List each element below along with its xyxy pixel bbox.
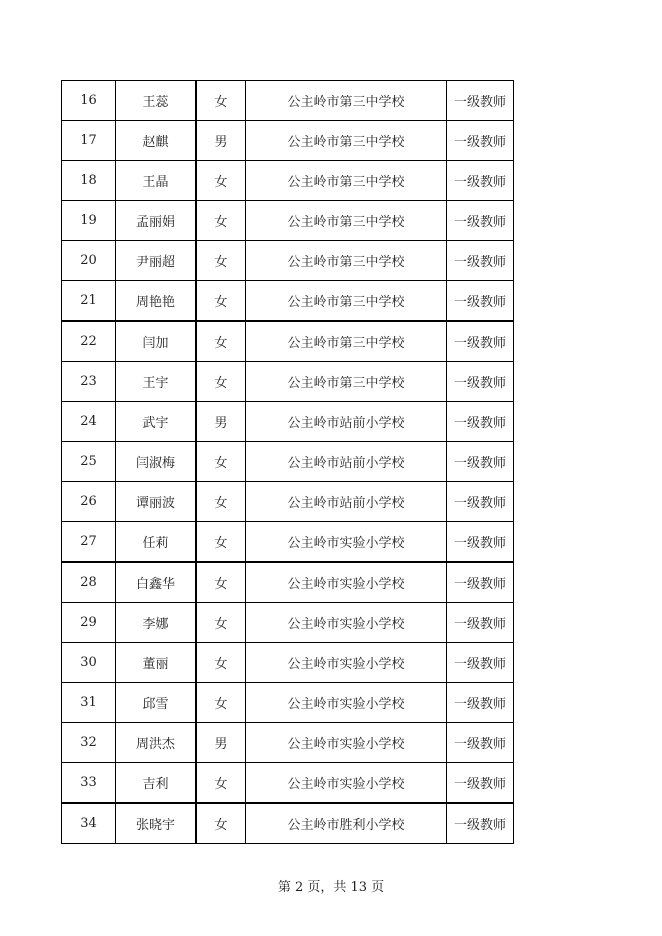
row-number: 29 bbox=[62, 603, 116, 643]
teacher-school: 公主岭市第三中学校 bbox=[246, 121, 447, 161]
teacher-name: 白鑫华 bbox=[116, 562, 197, 603]
teacher-title: 一级教师 bbox=[447, 442, 514, 482]
teacher-school: 公主岭市站前小学校 bbox=[246, 482, 447, 522]
row-number: 22 bbox=[62, 321, 116, 362]
teacher-name: 张晓宇 bbox=[116, 803, 197, 844]
teacher-gender: 女 bbox=[196, 241, 246, 281]
table-row bbox=[62, 402, 514, 442]
teacher-title: 一级教师 bbox=[447, 161, 514, 201]
row-number: 32 bbox=[62, 723, 116, 763]
table-row bbox=[62, 442, 514, 482]
page-footer: 第 2 页，共 13 页 bbox=[277, 880, 385, 895]
row-number: 16 bbox=[62, 81, 116, 121]
teacher-name: 王晶 bbox=[116, 161, 197, 201]
row-number: 19 bbox=[62, 201, 116, 241]
teacher-name: 闫加 bbox=[116, 321, 197, 362]
table-row bbox=[62, 161, 514, 201]
teacher-name: 王宇 bbox=[116, 362, 197, 402]
teacher-school: 公主岭市实验小学校 bbox=[246, 683, 447, 723]
teacher-gender: 女 bbox=[196, 161, 246, 201]
row-number: 20 bbox=[62, 241, 116, 281]
table-row bbox=[62, 241, 514, 281]
row-number: 21 bbox=[62, 281, 116, 322]
teacher-table-body bbox=[62, 81, 514, 844]
teacher-name: 周洪杰 bbox=[116, 723, 197, 763]
teacher-school: 公主岭市站前小学校 bbox=[246, 402, 447, 442]
table-row bbox=[62, 763, 514, 804]
teacher-name: 谭丽波 bbox=[116, 482, 197, 522]
row-number: 34 bbox=[62, 803, 116, 844]
teacher-name: 孟丽娟 bbox=[116, 201, 197, 241]
table-row bbox=[62, 522, 514, 563]
teacher-gender: 女 bbox=[196, 522, 246, 563]
teacher-gender: 女 bbox=[196, 562, 246, 603]
teacher-title: 一级教师 bbox=[447, 281, 514, 322]
teacher-school: 公主岭市实验小学校 bbox=[246, 763, 447, 804]
table-row bbox=[62, 362, 514, 402]
teacher-gender: 男 bbox=[196, 121, 246, 161]
teacher-school: 公主岭市第三中学校 bbox=[246, 362, 447, 402]
teacher-gender: 女 bbox=[196, 482, 246, 522]
teacher-school: 公主岭市第三中学校 bbox=[246, 321, 447, 362]
teacher-table bbox=[61, 80, 514, 844]
teacher-title: 一级教师 bbox=[447, 482, 514, 522]
table-row bbox=[62, 643, 514, 683]
row-number: 23 bbox=[62, 362, 116, 402]
table-row bbox=[62, 281, 514, 322]
teacher-gender: 女 bbox=[196, 603, 246, 643]
teacher-name: 吉利 bbox=[116, 763, 197, 804]
teacher-school: 公主岭市实验小学校 bbox=[246, 723, 447, 763]
teacher-title: 一级教师 bbox=[447, 201, 514, 241]
row-number: 27 bbox=[62, 522, 116, 563]
teacher-name: 李娜 bbox=[116, 603, 197, 643]
teacher-name: 王蕊 bbox=[116, 81, 197, 121]
teacher-name: 任莉 bbox=[116, 522, 197, 563]
teacher-title: 一级教师 bbox=[447, 723, 514, 763]
table-row bbox=[62, 603, 514, 643]
teacher-name: 邱雪 bbox=[116, 683, 197, 723]
teacher-gender: 女 bbox=[196, 763, 246, 804]
table-row bbox=[62, 201, 514, 241]
teacher-title: 一级教师 bbox=[447, 683, 514, 723]
row-number: 24 bbox=[62, 402, 116, 442]
teacher-school: 公主岭市第三中学校 bbox=[246, 281, 447, 322]
teacher-title: 一级教师 bbox=[447, 81, 514, 121]
row-number: 33 bbox=[62, 763, 116, 804]
row-number: 17 bbox=[62, 121, 116, 161]
teacher-school: 公主岭市第三中学校 bbox=[246, 161, 447, 201]
table-row bbox=[62, 121, 514, 161]
teacher-gender: 女 bbox=[196, 442, 246, 482]
teacher-title: 一级教师 bbox=[447, 121, 514, 161]
table-row bbox=[62, 482, 514, 522]
teacher-title: 一级教师 bbox=[447, 803, 514, 844]
teacher-gender: 女 bbox=[196, 683, 246, 723]
teacher-school: 公主岭市实验小学校 bbox=[246, 603, 447, 643]
row-number: 18 bbox=[62, 161, 116, 201]
teacher-title: 一级教师 bbox=[447, 321, 514, 362]
teacher-school: 公主岭市胜利小学校 bbox=[246, 803, 447, 844]
teacher-school: 公主岭市第三中学校 bbox=[246, 241, 447, 281]
teacher-school: 公主岭市实验小学校 bbox=[246, 562, 447, 603]
teacher-gender: 男 bbox=[196, 402, 246, 442]
teacher-gender: 男 bbox=[196, 723, 246, 763]
table-row bbox=[62, 81, 514, 121]
teacher-gender: 女 bbox=[196, 321, 246, 362]
row-number: 31 bbox=[62, 683, 116, 723]
teacher-title: 一级教师 bbox=[447, 522, 514, 563]
teacher-name: 武宇 bbox=[116, 402, 197, 442]
table-row bbox=[62, 683, 514, 723]
teacher-school: 公主岭市第三中学校 bbox=[246, 81, 447, 121]
teacher-title: 一级教师 bbox=[447, 643, 514, 683]
teacher-name: 周艳艳 bbox=[116, 281, 197, 322]
teacher-title: 一级教师 bbox=[447, 763, 514, 804]
row-number: 28 bbox=[62, 562, 116, 603]
table-row bbox=[62, 803, 514, 844]
teacher-gender: 女 bbox=[196, 803, 246, 844]
teacher-gender: 女 bbox=[196, 362, 246, 402]
table-row bbox=[62, 723, 514, 763]
teacher-name: 赵麒 bbox=[116, 121, 197, 161]
teacher-name: 尹丽超 bbox=[116, 241, 197, 281]
teacher-gender: 女 bbox=[196, 643, 246, 683]
row-number: 25 bbox=[62, 442, 116, 482]
table-row bbox=[62, 562, 514, 603]
teacher-school: 公主岭市实验小学校 bbox=[246, 643, 447, 683]
teacher-gender: 女 bbox=[196, 201, 246, 241]
table-row bbox=[62, 321, 514, 362]
teacher-title: 一级教师 bbox=[447, 562, 514, 603]
teacher-name: 董丽 bbox=[116, 643, 197, 683]
teacher-title: 一级教师 bbox=[447, 603, 514, 643]
teacher-name: 闫淑梅 bbox=[116, 442, 197, 482]
teacher-school: 公主岭市第三中学校 bbox=[246, 201, 447, 241]
teacher-title: 一级教师 bbox=[447, 241, 514, 281]
teacher-title: 一级教师 bbox=[447, 362, 514, 402]
teacher-gender: 女 bbox=[196, 81, 246, 121]
teacher-title: 一级教师 bbox=[447, 402, 514, 442]
teacher-school: 公主岭市站前小学校 bbox=[246, 442, 447, 482]
teacher-school: 公主岭市实验小学校 bbox=[246, 522, 447, 563]
row-number: 26 bbox=[62, 482, 116, 522]
row-number: 30 bbox=[62, 643, 116, 683]
teacher-gender: 女 bbox=[196, 281, 246, 322]
